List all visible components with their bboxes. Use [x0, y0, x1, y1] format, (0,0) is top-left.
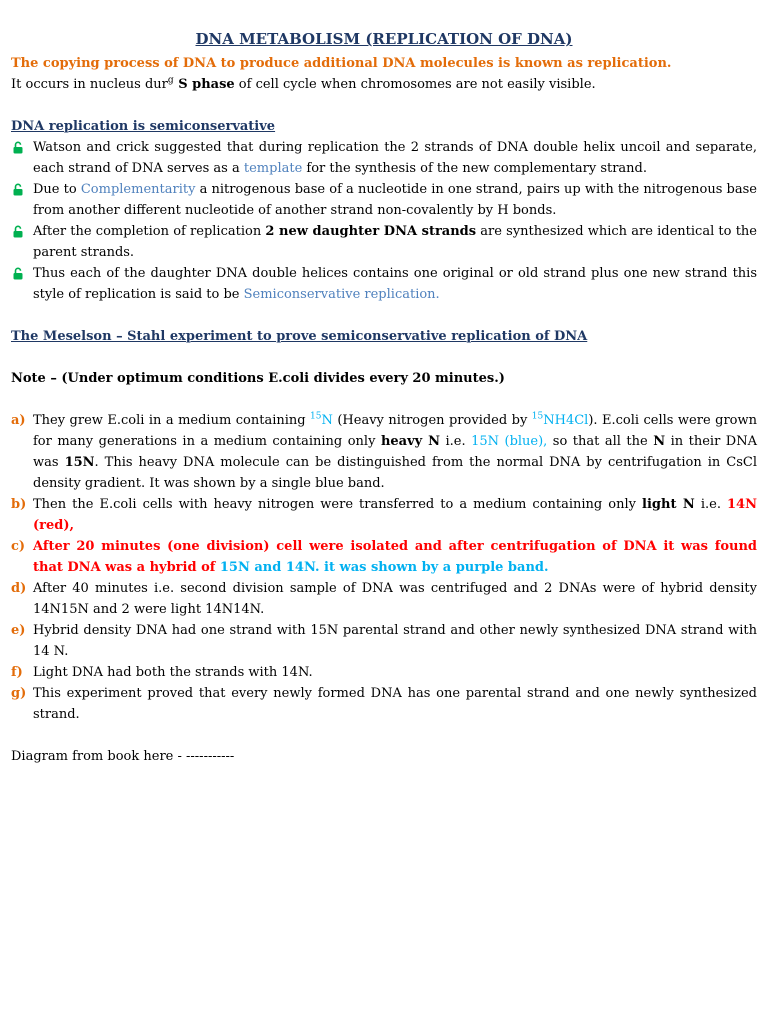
semiconservative-term: Semiconservative replication. — [243, 287, 440, 302]
list-marker: c) — [11, 539, 26, 554]
template-term: template — [243, 161, 303, 176]
section-heading-meselson-stahl: The Meselson – Stahl experiment to prove semiconservative replication of DNA — [11, 329, 588, 344]
isotope-sup: 15 — [310, 411, 322, 422]
step-text: This experiment proved that every newly formed DNA has one parental strand and one newly synthesized strand. — [33, 686, 757, 722]
bullet-text: for the synthesis of the new complementary strand. — [302, 161, 648, 176]
step-text: i.e. — [439, 434, 472, 449]
replication-definition: The copying process of DNA to produce additional DNA molecules is known as replication. — [11, 56, 672, 71]
s-phase: S phase — [173, 77, 235, 92]
occurs-line — [11, 74, 757, 95]
lock-icon — [13, 225, 23, 238]
diagram-placeholder: Diagram from book here - ----------- — [11, 749, 235, 764]
occurs-post: of cell cycle when chromosomes are not easily visible. — [234, 77, 596, 92]
experiment-steps-list — [11, 410, 757, 725]
note — [11, 368, 757, 389]
isotope-n15: N — [321, 413, 333, 428]
list-item — [11, 536, 757, 578]
list-item — [11, 179, 757, 221]
note-text: Note – (Under optimum conditions E.coli divides every 20 minutes.) — [11, 371, 505, 386]
bullet-text: Watson and crick suggested that during replication the 2 strands of DNA double helix uncoil and separate, each strand of DNA serves as a — [33, 140, 757, 176]
list-item — [11, 578, 757, 620]
list-item — [11, 221, 757, 263]
step-text-red: After 20 minutes (one division) cell were isolated and after centrifugation of DNA it was found that DNA was a hybrid of — [33, 539, 757, 575]
list-marker: b) — [11, 497, 27, 512]
list-marker: d) — [11, 581, 27, 596]
page-title: DNA METABOLISM (REPLICATION OF DNA) — [195, 30, 573, 48]
step-text: Then the E.coli cells with heavy nitrogen were transferred to a medium containing only — [33, 497, 643, 512]
step-text: (Heavy nitrogen provided by — [332, 413, 532, 428]
spacer — [11, 389, 757, 410]
lock-icon — [13, 183, 23, 196]
list-item — [11, 683, 757, 725]
list-item — [11, 620, 757, 662]
bullet-text: After the completion of replication — [33, 224, 266, 239]
list-item — [11, 263, 757, 305]
step-text: Hybrid density DNA had one strand with 15N parental strand and other newly synthesized DNA strand with 14 N. — [33, 623, 757, 659]
list-marker: e) — [11, 623, 26, 638]
step-text: so that all the — [547, 434, 654, 449]
occurs-sup: g — [167, 75, 174, 86]
lock-icon — [13, 267, 23, 280]
isotope-nh4cl: NH4Cl — [543, 413, 589, 428]
list-item — [11, 494, 757, 536]
complementarity-term: Complementarity — [80, 182, 196, 197]
n-bold: N — [653, 434, 666, 449]
spacer — [11, 95, 757, 116]
light-n: light N — [642, 497, 695, 512]
bullet-text: are synthesized which are identical to the parent strands. — [33, 224, 757, 260]
spacer — [11, 347, 757, 368]
step-text: ). E.coli cells were grown for many generations in a medium containing only — [33, 413, 757, 449]
section-heading-semiconservative: DNA replication is semiconservative — [11, 119, 276, 134]
isotope-sup: 15 — [531, 411, 544, 422]
step-text: . This heavy DNA molecule can be distinguished from the normal DNA by centrifugation in CsCl density gradient. It was shown by a single blue band. — [33, 455, 757, 491]
semiconservative-bullet-list — [11, 137, 757, 305]
spacer — [11, 725, 757, 746]
heavy-n: heavy N — [380, 434, 440, 449]
n14-red: 14N (red), — [33, 497, 757, 533]
step-text: Light DNA had both the strands with 14N. — [33, 665, 313, 680]
bullet-text: Due to — [33, 182, 81, 197]
spacer — [11, 305, 757, 326]
list-marker: f) — [11, 665, 23, 680]
n15-bold: 15N — [64, 455, 95, 470]
bullet-text: a nitrogenous base of a nucleotide in one strand, pairs up with the nitrogenous base from another different nucleotide of another strand non-covalently by H bonds. — [33, 182, 757, 218]
list-marker: g) — [11, 686, 27, 701]
step-text: i.e. — [694, 497, 728, 512]
hybrid-purple-band: 15N and 14N. it was shown by a purple band. — [219, 560, 549, 575]
list-item — [11, 410, 757, 494]
daughter-strands-term: 2 new daughter DNA strands — [265, 224, 477, 239]
step-text: They grew E.coli in a medium containing — [33, 413, 311, 428]
list-item — [11, 662, 757, 683]
bullet-text: Thus each of the daughter DNA double helices contains one original or old strand plus one new strand this style of replication is said to be — [33, 266, 757, 302]
n15-blue: 15N (blue), — [471, 434, 548, 449]
list-marker: a) — [11, 413, 26, 428]
step-text: After 40 minutes i.e. second division sample of DNA was centrifuged and 2 DNAs were of hybrid density 14N15N and 2 were light 14N14N. — [33, 581, 757, 617]
lock-icon — [13, 141, 23, 154]
list-item — [11, 137, 757, 179]
occurs-pre: It occurs in nucleus dur — [11, 77, 168, 92]
step-text: in their DNA was — [33, 434, 757, 470]
